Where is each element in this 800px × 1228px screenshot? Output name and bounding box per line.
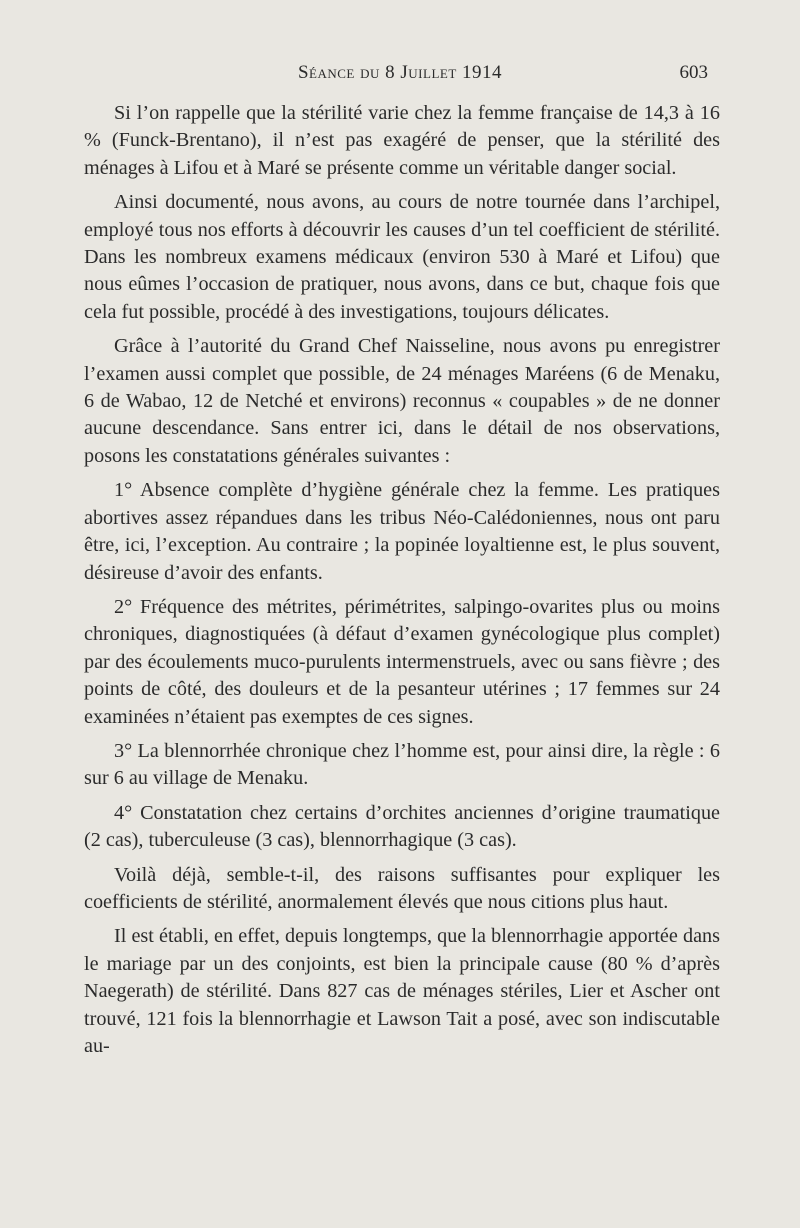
paragraph: 3° La blennorrhée chronique chez l’homme est, pour ainsi dire, la règle : 6 sur 6 au village de Menaku. [84, 739, 720, 790]
paragraph: 2° Fréquence des métrites, périmétrites, salpingo-ovarites plus ou moins chroniques, diagnostiquées (à défaut d’examen gynécologique plus complet) par des écoulements muco-purulents intermenstruels, avec ou sans fièvre ; des points de côté, des douleurs et de la pesanteur utérines ; 17 femmes sur 24 examinées n’étaient pas exemptes de ces signes. [84, 595, 720, 728]
paragraph: 4° Constatation chez certains d’orchites anciennes d’origine traumatique (2 cas), tuberculeuse (3 cas), blennorrhagique (3 cas). [84, 801, 720, 852]
paragraph: 1° Absence complète d’hygiène générale chez la femme. Les pratiques abortives assez répandues dans les tribus Néo-Calédoniennes, nous ont paru être, ici, l’exception. Au contraire ; la popinée loyaltienne est, le plus souvent, désireuse d’avoir des enfants. [84, 479, 720, 584]
paragraph: Si l’on rappelle que la stérilité varie chez la femme française de 14,3 à 16 % (Funck-Brentano), il n’est pas exagéré de penser, que la stérilité des ménages à Lifou et à Maré se présente comme un véritable danger social. [84, 102, 720, 179]
page-number: 603 [679, 62, 708, 83]
paragraph: Il est établi, en effet, depuis longtemps, que la blennorrhagie apportée dans le mariage par un des conjoints, est bien la principale cause (80 % d’après Naegerath) de stérilité. Dans 827 cas de ménages stériles, Lier et Ascher ont trouvé, 121 fois la blennorrhagie et Lawson Tait a posé, avec son indiscutable au- [84, 925, 720, 1057]
paragraph: Voilà déjà, semble-t-il, des raisons suffisantes pour expliquer les coefficients de stérilité, anormalement élevés que nous citions plus haut. [84, 863, 720, 913]
page-header [0, 60, 800, 90]
running-title: Séance du 8 Juillet 1914 [297, 62, 503, 83]
body-text [84, 100, 720, 1060]
paragraph: Grâce à l’autorité du Grand Chef Naisseline, nous avons pu enregistrer l’examen aussi complet que possible, de 24 ménages Maréens (6 de Menaku, 6 de Wabao, 12 de Netché et environs) reconnus « coupables » de ne donner aucune descendance. Sans entrer ici, dans le détail de nos observations, posons les constatations générales suivantes : [84, 335, 720, 467]
paragraph: Ainsi documenté, nous avons, au cours de notre tournée dans l’archipel, employé tous nos efforts à découvrir les causes d’un tel coefficient de stérilité. Dans les nombreux examens médicaux (environ 530 à Maré et Lifou) que nous eûmes l’occasion de pratiquer, nous avons, dans ce but, chaque fois que cela fut possible, procédé à des investigations, toujours délicates. [84, 191, 720, 323]
